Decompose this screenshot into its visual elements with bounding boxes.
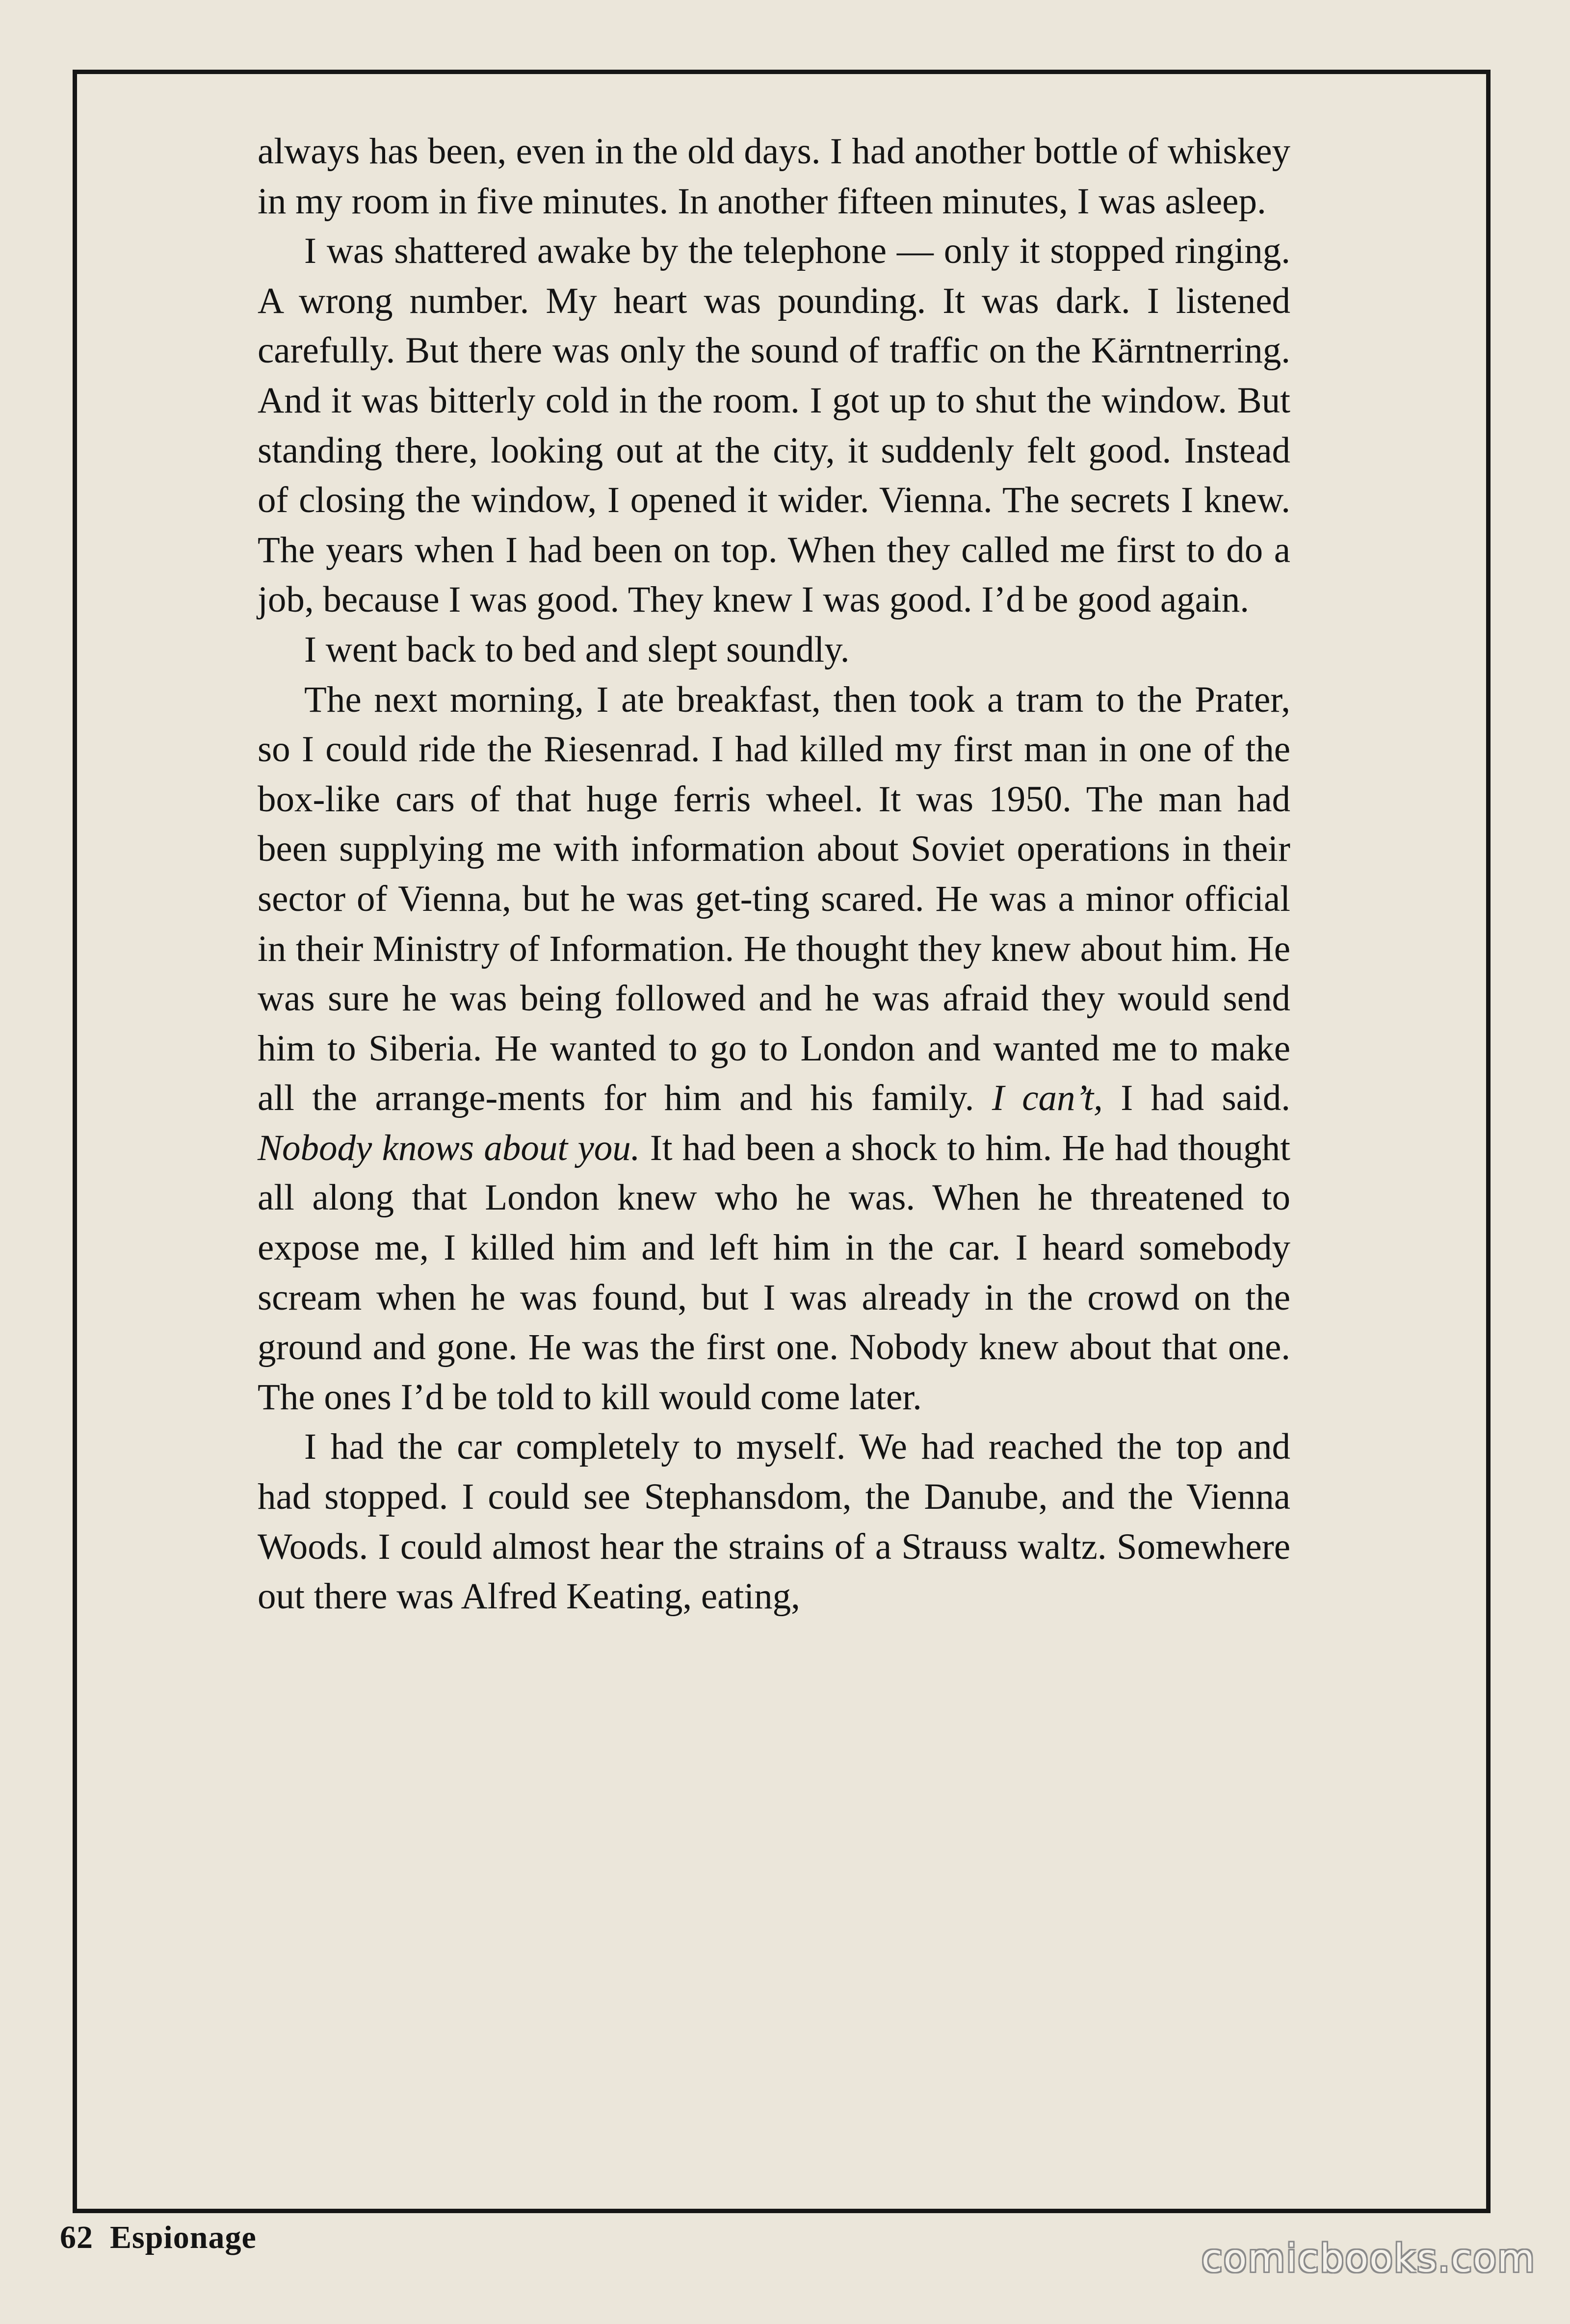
text-segment: I was shattered awake by the telephone — only it stopped ringing. A wrong number. My heart was pounding. It was dark. I listened carefully. But there was only the sound of traffic on the Kärntnerring. And it was bitterly cold in the room. I got up to shut the window. But standing there, looking out at the city, it suddenly felt good. Instead of closing the window, I opened it wider. Vienna. The secrets I knew. The years when I had been on top. When they called me first to do a job, because I was good. They knew I was good. I’d be good again. <box>258 231 1290 620</box>
page-number: 62 <box>60 2220 93 2255</box>
story-paragraph <box>258 1422 1290 1621</box>
text-segment: I went back to bed and slept soundly. <box>304 629 850 670</box>
story-paragraph <box>258 675 1290 1422</box>
story-paragraph <box>258 226 1290 625</box>
story-text-column <box>258 127 1290 1622</box>
publication-name: Espionage <box>110 2220 257 2255</box>
italic-text-segment: I can’t, <box>992 1078 1103 1119</box>
page-footer <box>60 2219 257 2256</box>
text-segment: always has been, even in the old days. I had another bottle of whiskey in my room in five minutes. In another fifteen minutes, I was asleep. <box>258 131 1290 222</box>
text-segment: The next morning, I ate breakfast, then took a tram to the Prater, so I could ride the Riesenrad. I had killed my first man in one of the box-like cars of that huge ferris wheel. It was 1950. The man had been supplying me with information about Soviet operations in their sector of Vienna, but he was get-ting scared. He was a minor official in their Ministry of Information. He thought they knew about him. He was sure he was being followed and he was afraid they would send him to Siberia. He wanted to go to London and wanted me to make all the arrange-ments for him and his family. <box>258 679 1290 1119</box>
story-paragraph <box>258 625 1290 675</box>
story-paragraph <box>258 127 1290 226</box>
text-segment: I had said. <box>1102 1078 1291 1119</box>
italic-text-segment: Nobody knows about you. <box>258 1127 640 1168</box>
text-segment: It had been a shock to him. He had thought all along that London knew who he was. When he threatened to expose me, I killed him and left him in the car. I heard somebody scream when he was found, but I was already in the crowd on the ground and gone. He was the first one. Nobody knew about that one. The ones I’d be told to kill would come later. <box>258 1127 1290 1418</box>
site-watermark: comicbooks.com <box>1201 2237 1536 2281</box>
text-segment: I had the car completely to myself. We had reached the top and had stopped. I could see Stephansdom, the Danube, and the Vienna Woods. I could almost hear the strains of a Strauss waltz. Somewhere out there was Alfred Keating, eating, <box>258 1426 1290 1617</box>
